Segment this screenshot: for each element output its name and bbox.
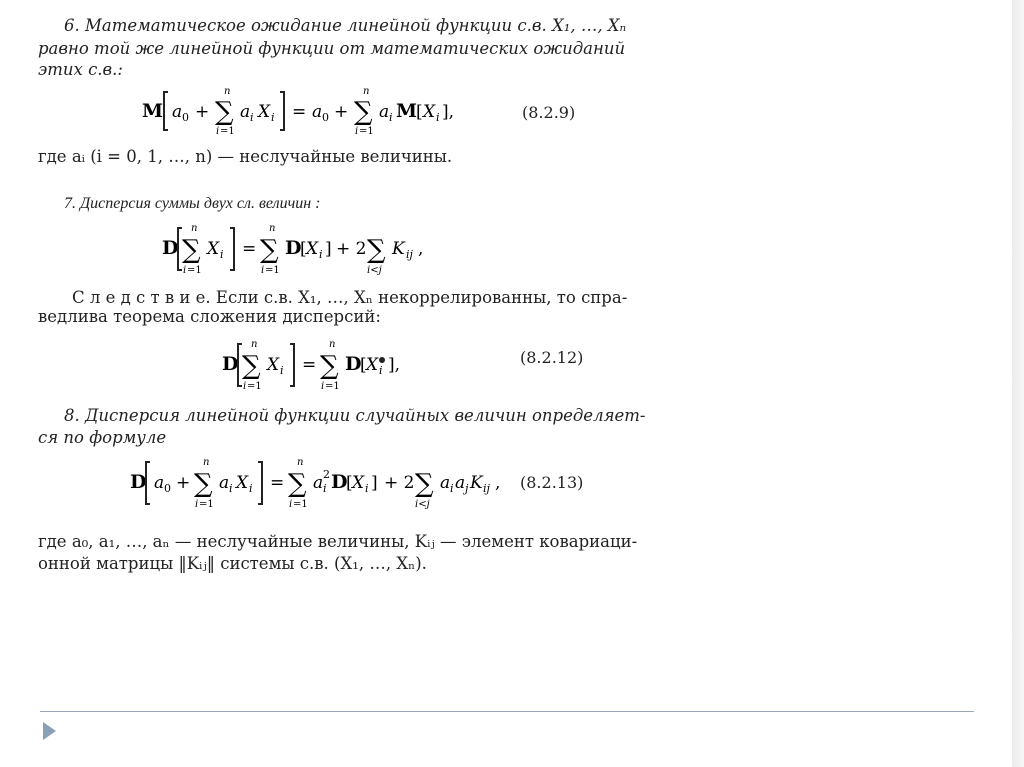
item8-line2: ся по формуле bbox=[38, 428, 167, 447]
svg-text:a: a bbox=[440, 473, 451, 493]
svg-text:n: n bbox=[251, 339, 258, 350]
svg-text:=: = bbox=[270, 473, 285, 493]
svg-text:+: + bbox=[195, 102, 210, 122]
svg-text:+: + bbox=[176, 473, 191, 493]
svg-text:n: n bbox=[363, 86, 370, 97]
svg-text:X: X bbox=[207, 239, 220, 259]
next-slide-arrow-icon[interactable] bbox=[43, 722, 56, 740]
svg-text:∑: ∑ bbox=[242, 351, 261, 381]
svg-text:[: [ bbox=[416, 102, 423, 122]
svg-text:i: i bbox=[271, 111, 275, 124]
svg-text:X: X bbox=[306, 239, 319, 259]
svg-text:D: D bbox=[162, 237, 179, 259]
svg-text:a: a bbox=[312, 102, 323, 122]
svg-text:n: n bbox=[297, 457, 304, 468]
svg-text:[: [ bbox=[346, 473, 353, 493]
svg-text:X: X bbox=[352, 473, 365, 493]
svg-text:ij: ij bbox=[406, 248, 413, 261]
svg-text:K: K bbox=[470, 473, 483, 493]
svg-text:+ 2: + 2 bbox=[336, 239, 367, 259]
svg-text:],: ], bbox=[442, 102, 455, 122]
svg-text:i: i bbox=[220, 248, 224, 261]
svg-text:X: X bbox=[366, 355, 379, 375]
svg-text:i<j: i<j bbox=[415, 499, 430, 510]
svg-text:i: i bbox=[321, 381, 325, 392]
svg-text:∑: ∑ bbox=[354, 97, 373, 127]
svg-text:i: i bbox=[379, 364, 383, 377]
svg-text:]: ] bbox=[371, 473, 378, 493]
svg-text:a: a bbox=[172, 102, 183, 122]
eq-number-8-2-9: (8.2.9) bbox=[522, 103, 576, 122]
svg-text:=1: =1 bbox=[187, 265, 202, 276]
svg-text:0: 0 bbox=[164, 482, 171, 495]
formula-8-2-13 bbox=[128, 452, 508, 514]
svg-text:=1: =1 bbox=[359, 126, 374, 137]
svg-text:=1: =1 bbox=[199, 499, 214, 510]
svg-text:a: a bbox=[219, 473, 230, 493]
svg-text:i: i bbox=[250, 111, 254, 124]
svg-text:=1: =1 bbox=[325, 381, 340, 392]
item6-line1: 6. Математическое ожидание линейной функции с.в. X₁, …, Xₙ bbox=[64, 16, 627, 35]
svg-text:2: 2 bbox=[323, 468, 330, 481]
svg-text:ij: ij bbox=[483, 482, 490, 495]
svg-text:K: K bbox=[392, 239, 405, 259]
svg-text:M: M bbox=[396, 100, 418, 122]
svg-text:i: i bbox=[261, 265, 265, 276]
svg-text:∑: ∑ bbox=[182, 235, 201, 265]
svg-text:i: i bbox=[229, 482, 233, 495]
svg-text:]: ] bbox=[325, 239, 332, 259]
svg-text:X: X bbox=[423, 102, 436, 122]
svg-text:],: ], bbox=[388, 355, 401, 375]
svg-text:a: a bbox=[240, 102, 251, 122]
svg-text:D: D bbox=[130, 471, 147, 493]
eq-number-8-2-13: (8.2.13) bbox=[520, 473, 584, 492]
svg-text:+ 2: + 2 bbox=[384, 473, 415, 493]
svg-text:+: + bbox=[334, 102, 349, 122]
item8-after-line2: онной матрицы ‖Kᵢⱼ‖ системы с.в. (X₁, …, Xₙ). bbox=[38, 554, 427, 573]
eq-number-8-2-12: (8.2.12) bbox=[520, 348, 584, 367]
svg-text:∑: ∑ bbox=[367, 235, 386, 265]
svg-text:∑: ∑ bbox=[260, 235, 279, 265]
svg-text:a: a bbox=[379, 102, 390, 122]
item6-line3: этих с.в.: bbox=[38, 60, 123, 79]
svg-text:i: i bbox=[450, 482, 454, 495]
item7-heading: 7. Дисперсия суммы двух сл. величин : bbox=[64, 195, 321, 212]
svg-text:∑: ∑ bbox=[320, 351, 339, 381]
svg-text:=1: =1 bbox=[293, 499, 308, 510]
svg-text:i: i bbox=[436, 111, 440, 124]
svg-text:i<j: i<j bbox=[367, 265, 382, 276]
svg-text:=1: =1 bbox=[220, 126, 235, 137]
svg-text:i: i bbox=[249, 482, 253, 495]
svg-text:[: [ bbox=[360, 355, 367, 375]
svg-text:∑: ∑ bbox=[194, 469, 213, 499]
formula-variance-sum bbox=[160, 218, 440, 278]
formula-8-2-9 bbox=[140, 80, 480, 140]
svg-text:i: i bbox=[319, 248, 323, 261]
formula-8-2-12 bbox=[220, 336, 430, 392]
item8-after-line1: где a₀, a₁, …, aₙ — неслучайные величины, Kᵢⱼ — элемент ковариаци- bbox=[38, 532, 638, 551]
svg-text:n: n bbox=[191, 223, 198, 234]
svg-text:,: , bbox=[418, 239, 424, 259]
svg-text:X: X bbox=[236, 473, 249, 493]
svg-text:D: D bbox=[331, 471, 348, 493]
svg-text:0: 0 bbox=[182, 111, 189, 124]
svg-text:n: n bbox=[269, 223, 276, 234]
svg-text:a: a bbox=[313, 473, 324, 493]
corollary-line1: С л е д с т в и е. Если с.в. X₁, …, Xₙ некоррелированны, то спра- bbox=[72, 288, 628, 307]
svg-text:n: n bbox=[203, 457, 210, 468]
svg-text:a: a bbox=[154, 473, 165, 493]
item8-line1: 8. Дисперсия линейной функции случайных величин определяет- bbox=[64, 406, 646, 425]
svg-text:i: i bbox=[389, 111, 393, 124]
operator-M: M bbox=[142, 100, 164, 122]
svg-text:,: , bbox=[495, 473, 501, 493]
svg-text:i: i bbox=[243, 381, 247, 392]
svg-text:n: n bbox=[329, 339, 336, 350]
svg-text:i: i bbox=[289, 499, 293, 510]
svg-text:i: i bbox=[323, 482, 327, 495]
svg-text:∑: ∑ bbox=[415, 469, 434, 499]
svg-text:∑: ∑ bbox=[288, 469, 307, 499]
svg-text:X: X bbox=[267, 355, 280, 375]
svg-text:i: i bbox=[355, 126, 359, 137]
svg-text:=: = bbox=[292, 102, 307, 122]
svg-text:0: 0 bbox=[322, 111, 329, 124]
svg-text:j: j bbox=[465, 482, 469, 495]
svg-text:∑: ∑ bbox=[215, 97, 234, 127]
svg-text:i: i bbox=[195, 499, 199, 510]
svg-text:=1: =1 bbox=[265, 265, 280, 276]
svg-text:a: a bbox=[455, 473, 466, 493]
svg-text:=: = bbox=[302, 355, 317, 375]
svg-text:X: X bbox=[258, 102, 271, 122]
svg-text:n: n bbox=[224, 86, 231, 97]
footer-divider bbox=[40, 711, 974, 712]
svg-text:=: = bbox=[242, 239, 257, 259]
svg-text:D: D bbox=[222, 353, 239, 375]
svg-text:i: i bbox=[183, 265, 187, 276]
svg-text:i: i bbox=[365, 482, 369, 495]
corollary-line2: ведлива теорема сложения дисперсий: bbox=[38, 307, 381, 326]
svg-text:i: i bbox=[280, 364, 284, 377]
item6-line2: равно той же линейной функции от математических ожиданий bbox=[38, 39, 626, 58]
svg-text:=1: =1 bbox=[247, 381, 262, 392]
item6-after: где aᵢ (i = 0, 1, …, n) — неслучайные величины. bbox=[38, 147, 453, 166]
svg-text:D: D bbox=[345, 353, 362, 375]
slide-edge bbox=[1012, 0, 1024, 767]
svg-text:D: D bbox=[285, 237, 302, 259]
svg-text:[: [ bbox=[300, 239, 307, 259]
svg-text:i: i bbox=[216, 126, 220, 137]
